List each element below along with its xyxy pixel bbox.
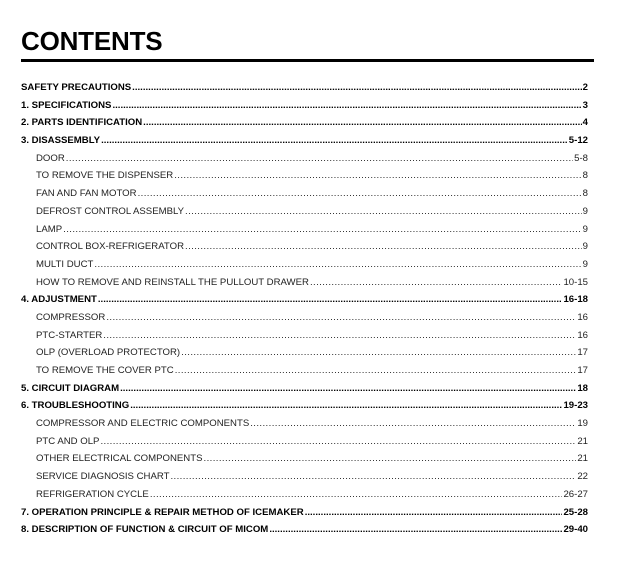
toc-entry[interactable] — [21, 468, 588, 486]
toc-entry-page: 8 — [582, 170, 588, 182]
toc-entry-label: 7. OPERATION PRINCIPLE & REPAIR METHOD OF ICEMAKER — [21, 506, 304, 518]
toc-entry[interactable] — [21, 397, 588, 415]
table-of-contents — [21, 79, 588, 539]
toc-entry[interactable] — [21, 203, 588, 221]
toc-entry-page: 16-18 — [563, 294, 588, 306]
toc-entry-page: 9 — [582, 258, 588, 270]
toc-entry-label: MULTI DUCT — [36, 258, 94, 270]
dot-leader — [138, 185, 582, 203]
dot-leader — [170, 468, 576, 486]
toc-entry-page: 18 — [577, 382, 588, 394]
toc-entry[interactable] — [21, 97, 588, 115]
toc-entry[interactable] — [21, 504, 588, 522]
toc-entry-page: 10-15 — [563, 276, 588, 288]
dot-leader — [143, 114, 581, 132]
toc-entry-label: 1. SPECIFICATIONS — [21, 99, 112, 111]
toc-entry-page: 16 — [577, 329, 588, 341]
toc-entry-label: SERVICE DIAGNOSIS CHART — [36, 471, 170, 483]
toc-entry-page: 26-27 — [563, 488, 588, 500]
dot-leader — [250, 415, 576, 433]
dot-leader — [185, 238, 582, 256]
dot-leader — [101, 132, 568, 150]
toc-entry[interactable] — [21, 114, 588, 132]
toc-entry-label: 8. DESCRIPTION OF FUNCTION & CIRCUIT OF MICOM — [21, 524, 269, 536]
toc-entry[interactable] — [21, 256, 588, 274]
toc-entry-label: OLP (OVERLOAD PROTECTOR) — [36, 347, 181, 359]
toc-entry[interactable] — [21, 238, 588, 256]
toc-entry-page: 2 — [582, 82, 588, 93]
dot-leader — [310, 274, 563, 292]
toc-entry-page: 5-8 — [574, 152, 588, 164]
toc-entry-page: 9 — [582, 223, 588, 235]
toc-entry-label: 6. TROUBLESHOOTING — [21, 400, 130, 412]
dot-leader — [204, 450, 577, 468]
dot-leader — [112, 97, 581, 115]
toc-entry-label: DEFROST CONTROL ASSEMBLY — [36, 205, 185, 217]
toc-entry[interactable] — [21, 450, 588, 468]
toc-entry-page: 17 — [577, 347, 588, 359]
dot-leader — [132, 79, 581, 97]
toc-entry[interactable] — [21, 221, 588, 239]
toc-entry-label: TO REMOVE THE COVER PTC — [36, 365, 174, 376]
dot-leader — [269, 521, 562, 539]
dot-leader — [305, 504, 563, 522]
dot-leader — [66, 150, 573, 168]
toc-entry[interactable] — [21, 327, 588, 345]
dot-leader — [181, 344, 576, 362]
toc-entry-page: 9 — [582, 241, 588, 253]
toc-entry[interactable] — [21, 309, 588, 327]
toc-entry-page: 9 — [582, 205, 588, 217]
toc-entry[interactable] — [21, 415, 588, 433]
toc-entry-label: FAN AND FAN MOTOR — [36, 188, 137, 200]
toc-entry[interactable] — [21, 185, 588, 203]
toc-entry[interactable] — [21, 380, 588, 398]
toc-entry-page: 21 — [577, 435, 588, 447]
toc-entry-label: SAFETY PRECAUTIONS — [21, 82, 132, 93]
toc-entry-page: 3 — [582, 99, 588, 111]
dot-leader — [103, 327, 576, 345]
dot-leader — [120, 380, 576, 398]
toc-entry-label: LAMP — [36, 223, 63, 235]
toc-entry-page: 19-23 — [563, 400, 588, 412]
toc-entry-label: 4. ADJUSTMENT — [21, 294, 97, 306]
page-title: CONTENTS — [21, 26, 163, 56]
toc-entry-page: 25-28 — [563, 506, 588, 518]
toc-entry-page: 17 — [577, 365, 588, 376]
dot-leader — [185, 203, 582, 221]
dot-leader — [98, 291, 563, 309]
toc-entry-page: 19 — [577, 418, 588, 430]
toc-entry-label: PTC AND OLP — [36, 435, 100, 447]
dot-leader — [130, 397, 562, 415]
toc-entry-label: COMPRESSOR — [36, 311, 106, 323]
toc-entry-label: REFRIGERATION CYCLE — [36, 488, 149, 500]
toc-entry-label: HOW TO REMOVE AND REINSTALL THE PULLOUT DRAWER — [36, 276, 309, 288]
dot-leader — [174, 167, 581, 185]
toc-entry-label: 3. DISASSEMBLY — [21, 135, 101, 147]
toc-entry[interactable] — [21, 344, 588, 362]
toc-entry[interactable] — [21, 132, 588, 150]
toc-entry-page: 4 — [582, 117, 588, 129]
dot-leader — [100, 433, 576, 451]
toc-entry-page: 16 — [577, 311, 588, 323]
toc-entry[interactable] — [21, 291, 588, 309]
toc-entry[interactable] — [21, 433, 588, 451]
toc-entry-label: COMPRESSOR AND ELECTRIC COMPONENTS — [36, 418, 250, 430]
toc-entry-label: TO REMOVE THE DISPENSER — [36, 170, 174, 182]
toc-entry-page: 21 — [577, 453, 588, 465]
toc-entry[interactable] — [21, 167, 588, 185]
toc-entry-page: 29-40 — [563, 524, 588, 536]
toc-entry[interactable] — [21, 521, 588, 539]
toc-entry-page: 5-12 — [568, 135, 588, 147]
toc-entry[interactable] — [21, 274, 588, 292]
toc-entry-page: 22 — [577, 471, 588, 483]
toc-entry-page: 8 — [582, 188, 588, 200]
toc-entry-label: DOOR — [36, 152, 65, 164]
toc-entry[interactable] — [21, 79, 588, 97]
toc-entry[interactable] — [21, 362, 588, 380]
toc-entry-label: OTHER ELECTRICAL COMPONENTS — [36, 453, 203, 465]
toc-entry-label: 5. CIRCUIT DIAGRAM — [21, 382, 120, 394]
dot-leader — [63, 221, 582, 239]
toc-entry-label: CONTROL BOX-REFRIGERATOR — [36, 241, 185, 253]
dot-leader — [175, 362, 577, 380]
toc-entry-label: PTC-STARTER — [36, 329, 103, 341]
toc-entry-label: 2. PARTS IDENTIFICATION — [21, 117, 143, 129]
toc-entry[interactable] — [21, 486, 588, 504]
dot-leader — [94, 256, 581, 274]
toc-entry[interactable] — [21, 150, 588, 168]
title-divider — [21, 59, 594, 62]
dot-leader — [106, 309, 576, 327]
dot-leader — [150, 486, 563, 504]
